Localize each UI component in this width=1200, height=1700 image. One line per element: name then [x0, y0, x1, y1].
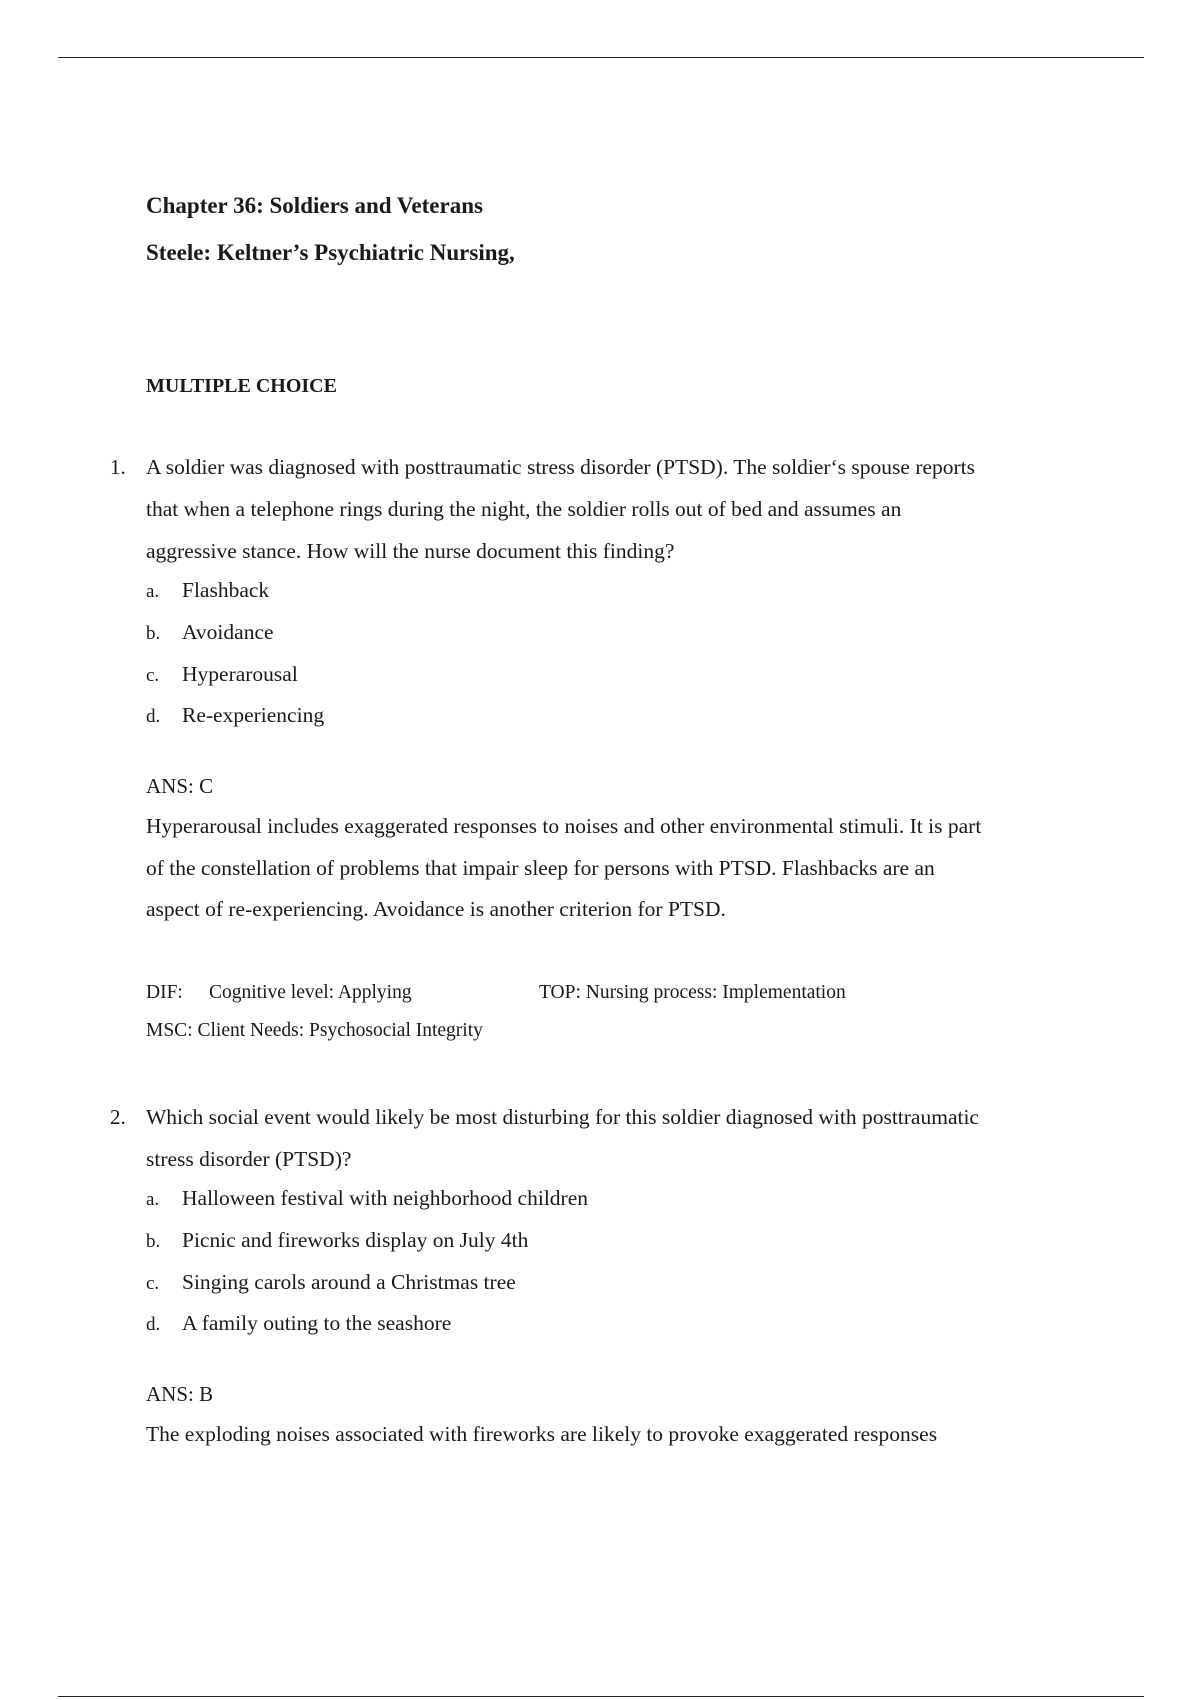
option-text: Halloween festival with neighborhood children: [182, 1186, 589, 1210]
option-letter: b.: [146, 623, 161, 644]
rationale-line: The exploding noises associated with fireworks are likely to provoke exaggerated responses: [146, 1422, 938, 1446]
question-stem: [146, 446, 1086, 572]
option-text: Re-experiencing: [182, 703, 325, 727]
question-number: 1.: [110, 455, 126, 479]
option-letter: d.: [146, 706, 161, 727]
stem-line: Which social event would likely be most disturbing for this soldier diagnosed with posttraumatic: [146, 1105, 979, 1129]
book-title: Steele: Keltner’s Psychiatric Nursing,: [146, 240, 515, 265]
dif-value: Cognitive level: Applying: [209, 982, 412, 1003]
rationale: [146, 1414, 937, 1456]
option-text: A family outing to the seashore: [182, 1311, 452, 1335]
option-letter: c.: [146, 665, 160, 686]
option-a: [146, 1185, 588, 1213]
top-rule: [58, 57, 1144, 58]
option-text: Flashback: [182, 578, 270, 602]
rationale-line: Hyperarousal includes exaggerated responses to noises and other environmental stimuli. It is part: [146, 814, 982, 838]
answer-key: ANS: B: [146, 1382, 214, 1406]
dif-label: DIF:: [146, 982, 183, 1003]
option-letter: c.: [146, 1273, 160, 1294]
stem-line: aggressive stance. How will the nurse document this finding?: [146, 539, 675, 563]
option-b: [146, 1227, 528, 1255]
option-letter: a.: [146, 1189, 160, 1210]
option-d: [146, 1310, 451, 1338]
chapter-title: Chapter 36: Soldiers and Veterans: [146, 193, 483, 218]
option-d: [146, 702, 324, 730]
option-letter: a.: [146, 581, 160, 602]
rationale-line: of the constellation of problems that impair sleep for persons with PTSD. Flashbacks are an: [146, 855, 935, 880]
answer-key: ANS: C: [146, 774, 214, 798]
option-text: Hyperarousal: [182, 662, 298, 686]
option-letter: d.: [146, 1314, 161, 1335]
question-number: 2.: [110, 1105, 126, 1129]
stem-line: that when a telephone rings during the night, the soldier rolls out of bed and assumes an: [146, 497, 902, 521]
stem-line: A soldier was diagnosed with posttraumatic stress disorder (PTSD). The soldier‘s spouse reports: [146, 455, 976, 479]
option-c: [146, 1269, 516, 1297]
option-a: [146, 577, 269, 605]
client-needs: MSC: Client Needs: Psychosocial Integrity: [146, 1020, 483, 1041]
option-letter: b.: [146, 1231, 161, 1252]
section-heading: MULTIPLE CHOICE: [146, 375, 337, 397]
question-stem: [146, 1096, 1086, 1180]
option-text: Avoidance: [182, 620, 274, 644]
option-text: Singing carols around a Christmas tree: [182, 1270, 516, 1294]
rationale: [146, 806, 981, 931]
rationale-line: aspect of re-experiencing. Avoidance is another criterion for PTSD.: [146, 897, 726, 921]
option-c: [146, 661, 298, 689]
stem-line: stress disorder (PTSD)?: [146, 1147, 352, 1171]
bottom-rule: [58, 1696, 1144, 1697]
option-text: Picnic and fireworks display on July 4th: [182, 1228, 529, 1252]
topic: TOP: Nursing process: Implementation: [539, 982, 846, 1003]
option-b: [146, 619, 274, 647]
